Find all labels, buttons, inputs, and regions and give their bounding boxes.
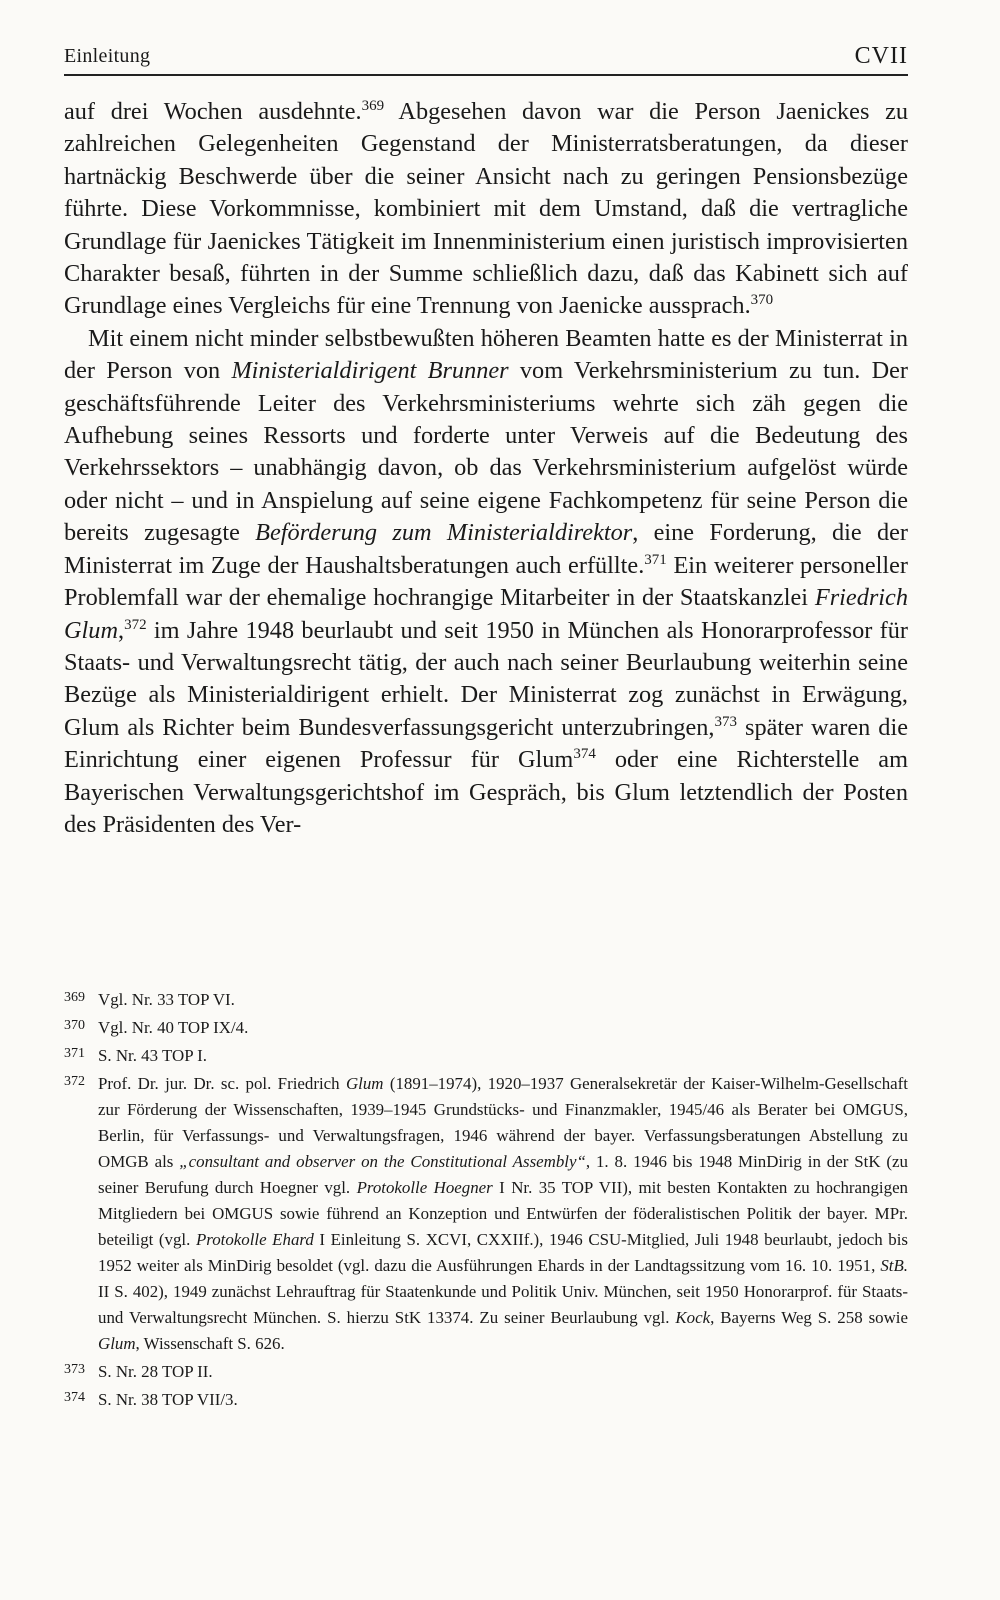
footnote-ref-374: 374 (573, 746, 596, 763)
footnote-ref-371: 371 (644, 551, 667, 568)
emphasis-kock: Kock (675, 1308, 711, 1327)
text-run: auf drei Wochen ausdehnte. (64, 98, 362, 125)
paragraph-1 (64, 96, 908, 323)
paragraph-2 (64, 323, 908, 842)
emphasis-brunner: Ministerialdirigent Brunner (231, 357, 509, 385)
footnote-number: 373 (64, 1362, 85, 1377)
footnote-number: 369 (64, 990, 85, 1005)
footnote-text: I Nr. 35 TOP VII), mit besten Kontakten zu hochrangigen Mitgliedern bei OMGUS sowie führend an Konzeption und Entwürfen der föderalistischen Politik der bayer. MPr. beteiligt (vgl. (98, 1178, 909, 1249)
footnote-ref-369: 369 (361, 98, 385, 114)
text-run: später waren die Einrichtung einer eigenen Professur für Glum (64, 713, 908, 774)
emphasis-stb: StB. (880, 1256, 908, 1275)
main-text (64, 96, 908, 841)
emphasis-quote: „consultant and observer on the Constitutional Assembly“ (179, 1152, 586, 1171)
text-run: oder eine Richterstelle am Bayerischen Verwaltungsgerichtshof im Gespräch, bis Glum letztendlich der Posten des Präsidenten des Ver- (64, 746, 908, 838)
running-title: Einleitung (64, 45, 151, 67)
footnote-371 (64, 1041, 908, 1069)
emphasis-befoerderung: Beförderung zum Ministerialdirektor (255, 519, 633, 547)
footnote-text: S. Nr. 38 TOP VII/3. (98, 1390, 238, 1409)
footnote-text: Vgl. Nr. 40 TOP IX/4. (98, 1018, 249, 1037)
text-run: Ein weiterer personeller Problemfall war der ehemalige hochrangige Mitarbeiter in der Staatskanzlei (64, 551, 908, 612)
emphasis-glum: Glum (98, 1334, 136, 1353)
footnote-372 (64, 1069, 908, 1357)
footnote-text: , 1. 8. 1946 bis 1948 MinDirig in der StK (zu seiner Berufung durch Hoegner vgl. (98, 1152, 908, 1197)
footnote-number: 372 (64, 1074, 85, 1089)
footnote-369 (64, 985, 908, 1013)
text-run: im Jahre 1948 beurlaubt und seit 1950 in München als Honorarprofessor für Staats- und Verwaltungsrecht tätig, der auch nach seiner Beurlaubung weiterhin seine Bezüge als Ministerialdirigent erhielt. Der Ministerrat zog zunächst in Erwägung, Glum als Richter beim Bundesverfassungsgericht unterzubringen, (64, 616, 908, 741)
footnote-text: , Bayerns Weg S. 258 sowie (710, 1308, 908, 1327)
emphasis-glum: Glum (345, 1074, 384, 1093)
text-run: Abgesehen davon war die Person Jaenickes zu zahlreichen Gelegenheiten Gegenstand der Ministerratsberatungen, da dieser hartnäckig Beschwerde über die seiner Ansicht nach zu geringen Pensionsbezüge führte. Diese Vorkommnisse, kombiniert mit dem Umstand, daß die vertragliche Grundlage für Jaenickes Tätigkeit im Innenministerium einen juristisch improvisierten Charakter besaß, führten in der Summe schließlich dazu, daß das Kabinett sich auf Grundlage eines Vergleichs für eine Trennung von Jaenicke aussprach. (64, 98, 909, 320)
page-number: CVII (854, 43, 908, 69)
emphasis-hoegner: Protokolle Hoegner (356, 1178, 493, 1197)
footnote-ref-373: 373 (714, 713, 738, 730)
text-run: Mit einem nicht minder selbstbewußten höheren Beamten hatte es der Ministerrat in der Person von (64, 324, 908, 385)
text-run: vom Verkehrsministerium zu tun. Der geschäftsführende Leiter des Verkehrsministeriums wehrte sich zäh gegen die Aufhebung seines Ressorts und forderte unter Verweis auf die Bedeutung des Verkehrssektors – unabhängig davon, ob das Verkehrsministerium aufgelöst würde oder nicht – und in Anspielung auf seine eigene Fachkompetenz für seine Person die bereits zugesagte (64, 357, 909, 547)
footnote-374 (64, 1385, 908, 1413)
footnote-number: 371 (64, 1046, 85, 1061)
footnotes (64, 985, 908, 1413)
footnote-text: S. Nr. 43 TOP I. (98, 1046, 208, 1065)
footnote-ref-370: 370 (750, 292, 774, 309)
footnote-number: 374 (64, 1390, 85, 1405)
footnote-number: 370 (64, 1018, 85, 1033)
footnote-text: I Einleitung S. XCVI, CXXIIf.), 1946 CSU-Mitglied, Juli 1948 beurlaubt, jedoch bis 1952 weiter als MinDirig besoldet (vgl. dazu die Ausführungen Ehards in der Landtagssitzung vom 16. 10. 1951, (98, 1230, 908, 1275)
text-run: , eine Forderung, die der Ministerrat im Zuge der Haushaltsberatungen auch erfüllte. (64, 519, 908, 579)
footnote-373 (64, 1357, 908, 1385)
footnote-370 (64, 1013, 908, 1041)
footnote-text: II S. 402), 1949 zunächst Lehrauftrag für Staatenkunde und Politik Univ. München, seit 1950 Honorarprof. für Staats- und Verwaltungsrecht München. S. hierzu StK 13374. Zu seiner Beurlaubung vgl. (98, 1282, 908, 1327)
footnote-text: , Wissenschaft S. 626. (135, 1334, 285, 1353)
emphasis-glum: Friedrich Glum (64, 584, 908, 644)
footnote-text: S. Nr. 28 TOP II. (98, 1362, 213, 1381)
footnote-ref-372: 372 (124, 616, 147, 633)
footnote-text: (1891–1974), 1920–1937 Generalsekretär der Kaiser-Wilhelm-Gesellschaft zur Förderung der Wissenschaften, 1939–1945 Grundstücks- und Finanzmakler, 1945/46 als Berater bei OMGUS, Berlin, für Verfassungs- und Verwaltungsfragen, 1946 während der bayer. Verfassungsberatungen Abstellung zu OMGB als (98, 1074, 908, 1171)
text-run: , (118, 616, 125, 644)
footnote-text: Prof. Dr. jur. Dr. sc. pol. Friedrich (98, 1074, 346, 1093)
footnote-text: Vgl. Nr. 33 TOP VI. (98, 990, 235, 1009)
emphasis-ehard: Protokolle Ehard (195, 1230, 314, 1249)
page-header (64, 34, 908, 76)
